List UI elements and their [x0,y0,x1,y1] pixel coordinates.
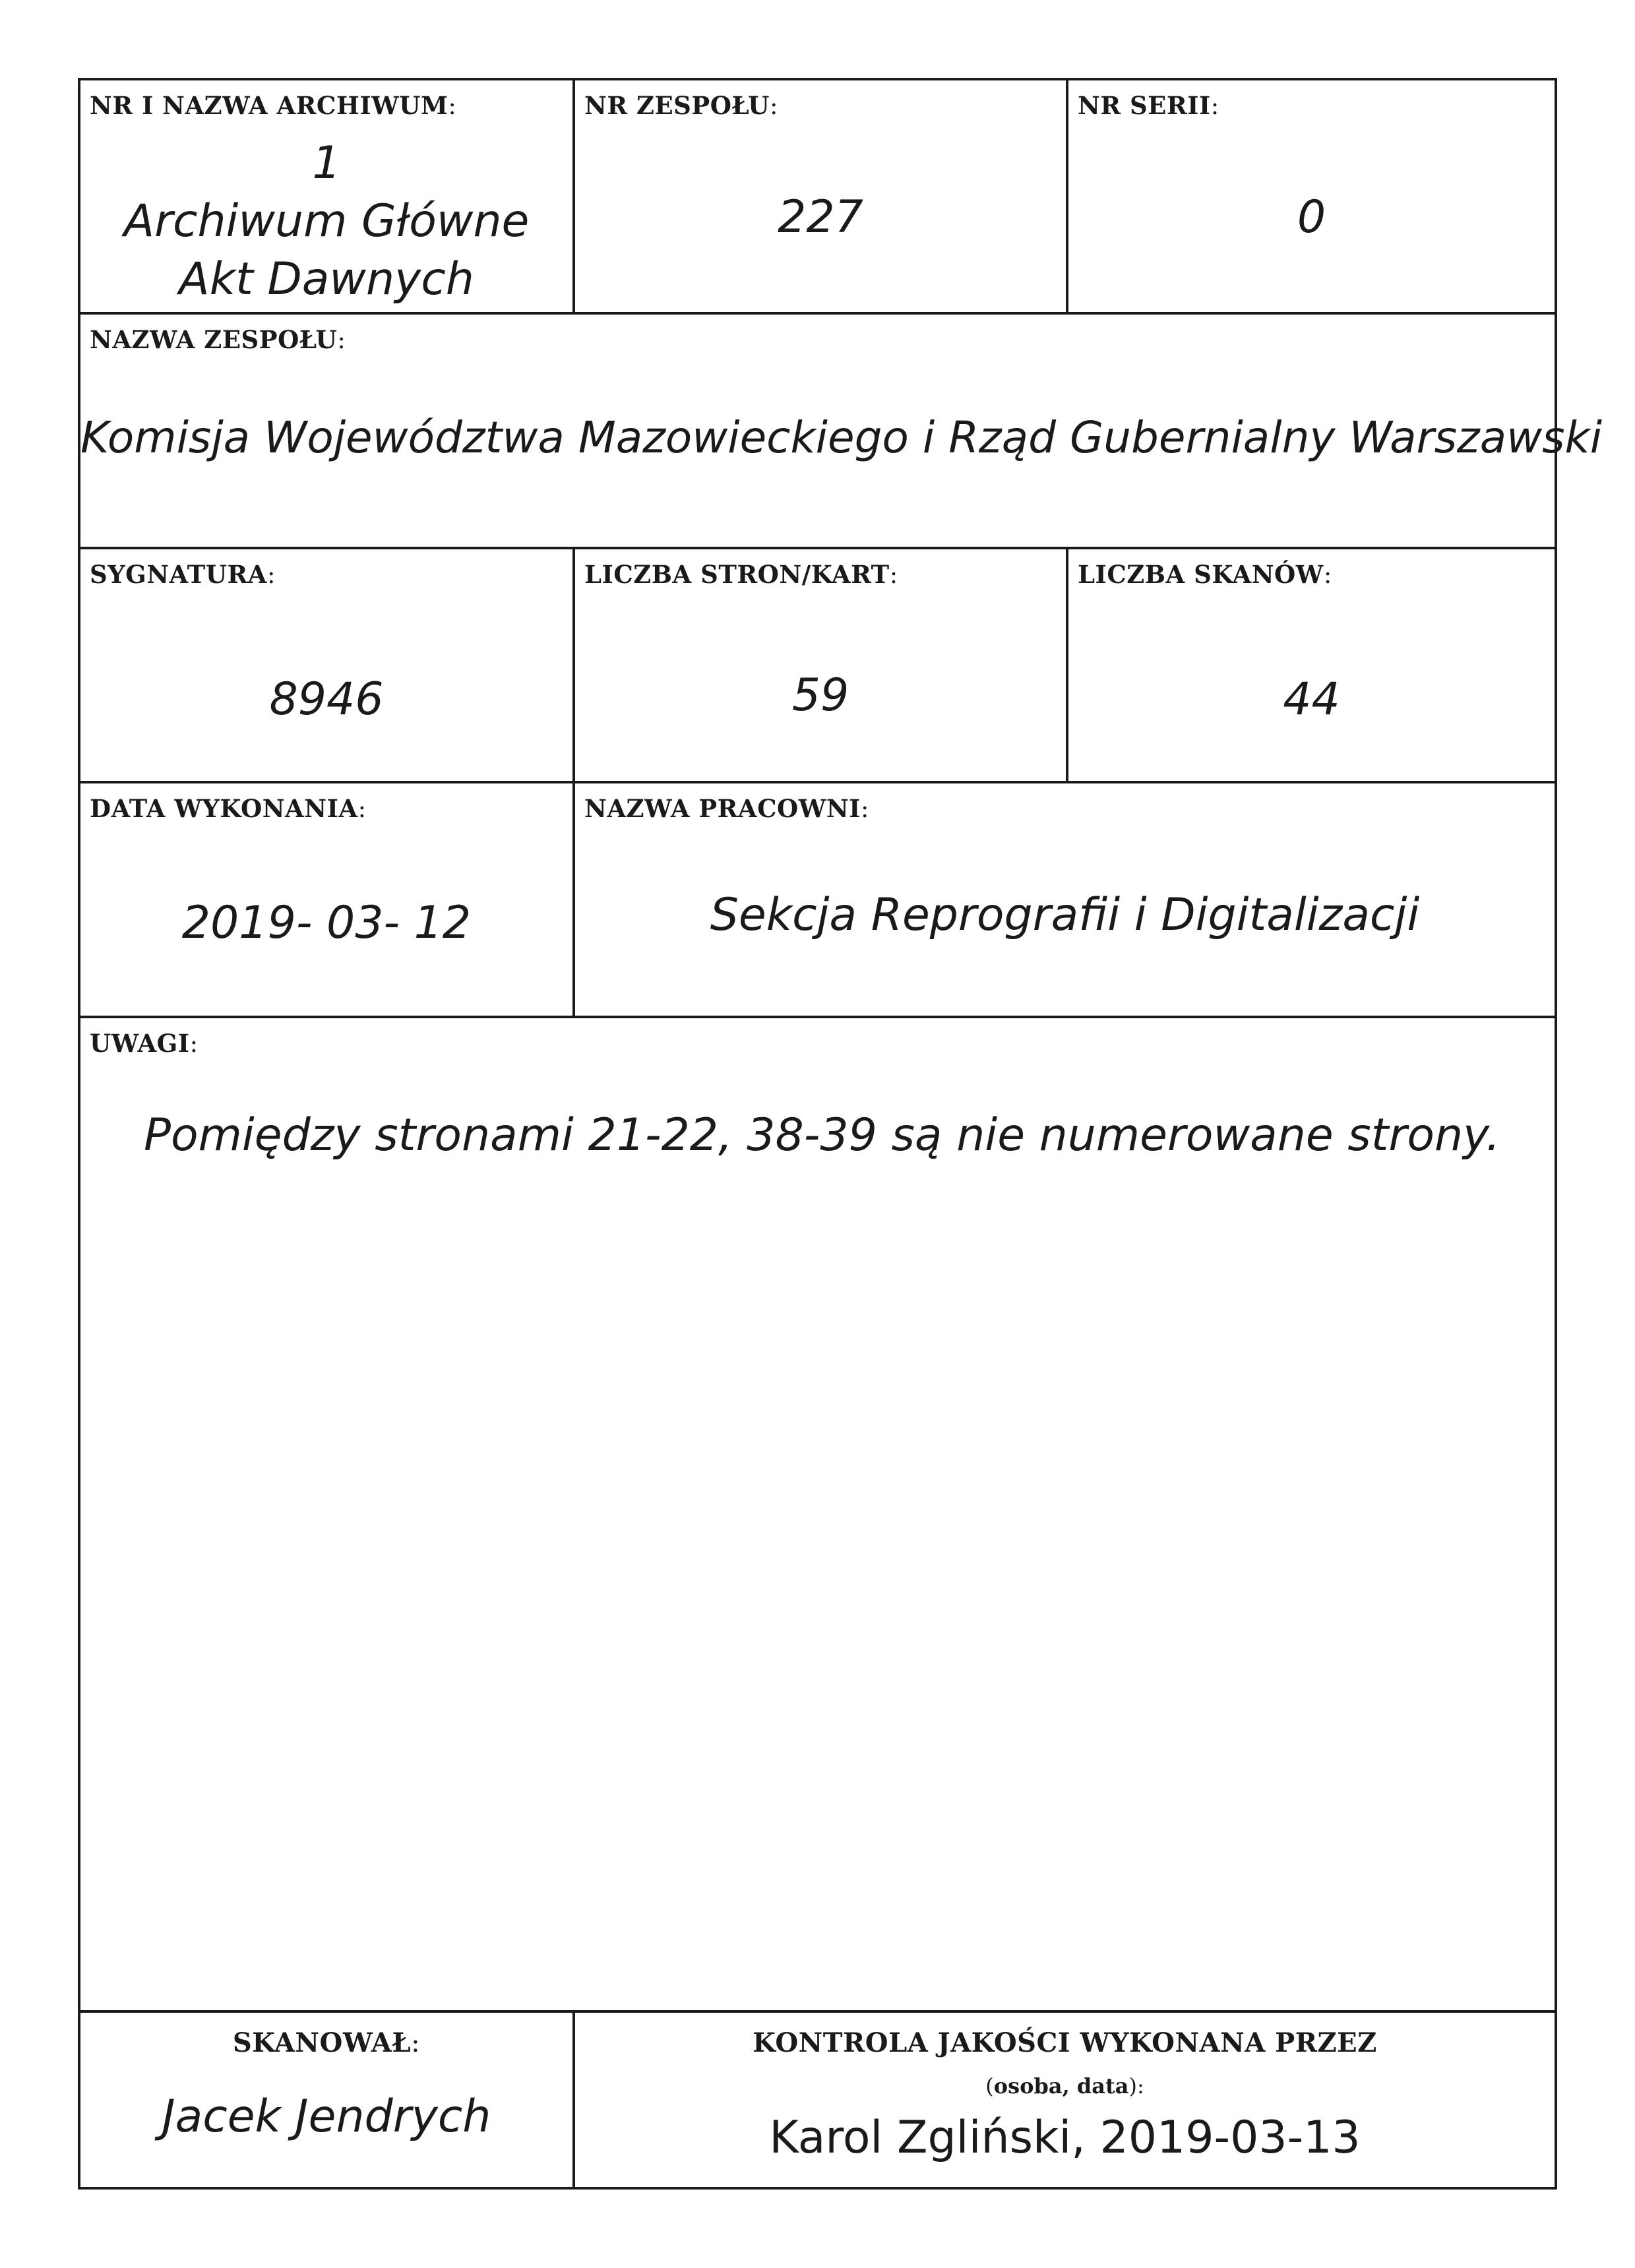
scan-count-value: 44 [1283,673,1340,725]
cell-remarks [80,1018,1555,2010]
scanned-by-label: SKANOWAŁ: [232,2027,421,2058]
page-count-value: 59 [791,669,849,721]
cell-series-number [1068,80,1555,312]
quality-control-sublabel: (osoba, data): [985,2073,1144,2099]
row-archive-info [80,80,1555,315]
workshop-value: Sekcja Reprografii i Digitalizacji [710,889,1420,941]
archive-metadata-form [78,78,1603,2190]
fond-name-label: NAZWA ZESPOŁU: [90,325,346,354]
series-number-label: NR SERII: [1078,91,1219,120]
fond-name-value: Komisja Województwa Mazowieckiego i Rząd Gubernialny Warszawski [80,412,1603,463]
cell-scanned-by [80,2013,575,2187]
workshop-label: NAZWA PRACOWNI: [584,794,869,823]
signature-label: SYGNATURA: [90,560,276,589]
row-signoff [80,2013,1555,2187]
fond-number-label: NR ZESPOŁU: [584,91,778,120]
archive-name-line2: Akt Dawnych [179,253,474,305]
cell-signature [80,549,575,781]
cell-scan-count [1068,549,1555,781]
page-count-label: LICZBA STRON/KART: [584,560,898,589]
quality-control-value: Karol Zgliński, 2019-03-13 [769,2112,1361,2164]
quality-control-label: KONTROLA JAKOŚCI WYKONANA PRZEZ [753,2027,1377,2058]
cell-page-count [575,549,1068,781]
cell-workshop [575,783,1555,1016]
cell-archive [80,80,575,312]
row-date-workshop [80,783,1555,1018]
scan-count-label: LICZBA SKANÓW: [1078,560,1332,589]
date-done-label: DATA WYKONANIA: [90,794,367,823]
archive-name-line1: Archiwum Główne [123,195,530,247]
cell-fond-name [80,315,1603,547]
cell-quality-control [575,2013,1555,2187]
remarks-value: Pomiędzy stronami 21-22, 38-39 są nie numerowane strony. [144,1109,1500,1161]
archive-value [80,135,572,309]
cell-fond-number [575,80,1068,312]
row-counts [80,549,1555,783]
series-number-value: 0 [1297,191,1326,243]
row-fond-name [80,315,1603,549]
remarks-label: UWAGI: [90,1029,199,1058]
signature-value: 8946 [269,673,384,725]
fond-number-value: 227 [778,191,863,243]
scanned-by-value: Jacek Jendrych [162,2091,491,2143]
row-remarks [80,1018,1555,2013]
cell-date-done [80,783,575,1016]
archive-label: NR I NAZWA ARCHIWUM: [90,91,457,120]
archive-number: 1 [312,137,341,189]
date-done-value: 2019- 03- 12 [181,897,472,949]
